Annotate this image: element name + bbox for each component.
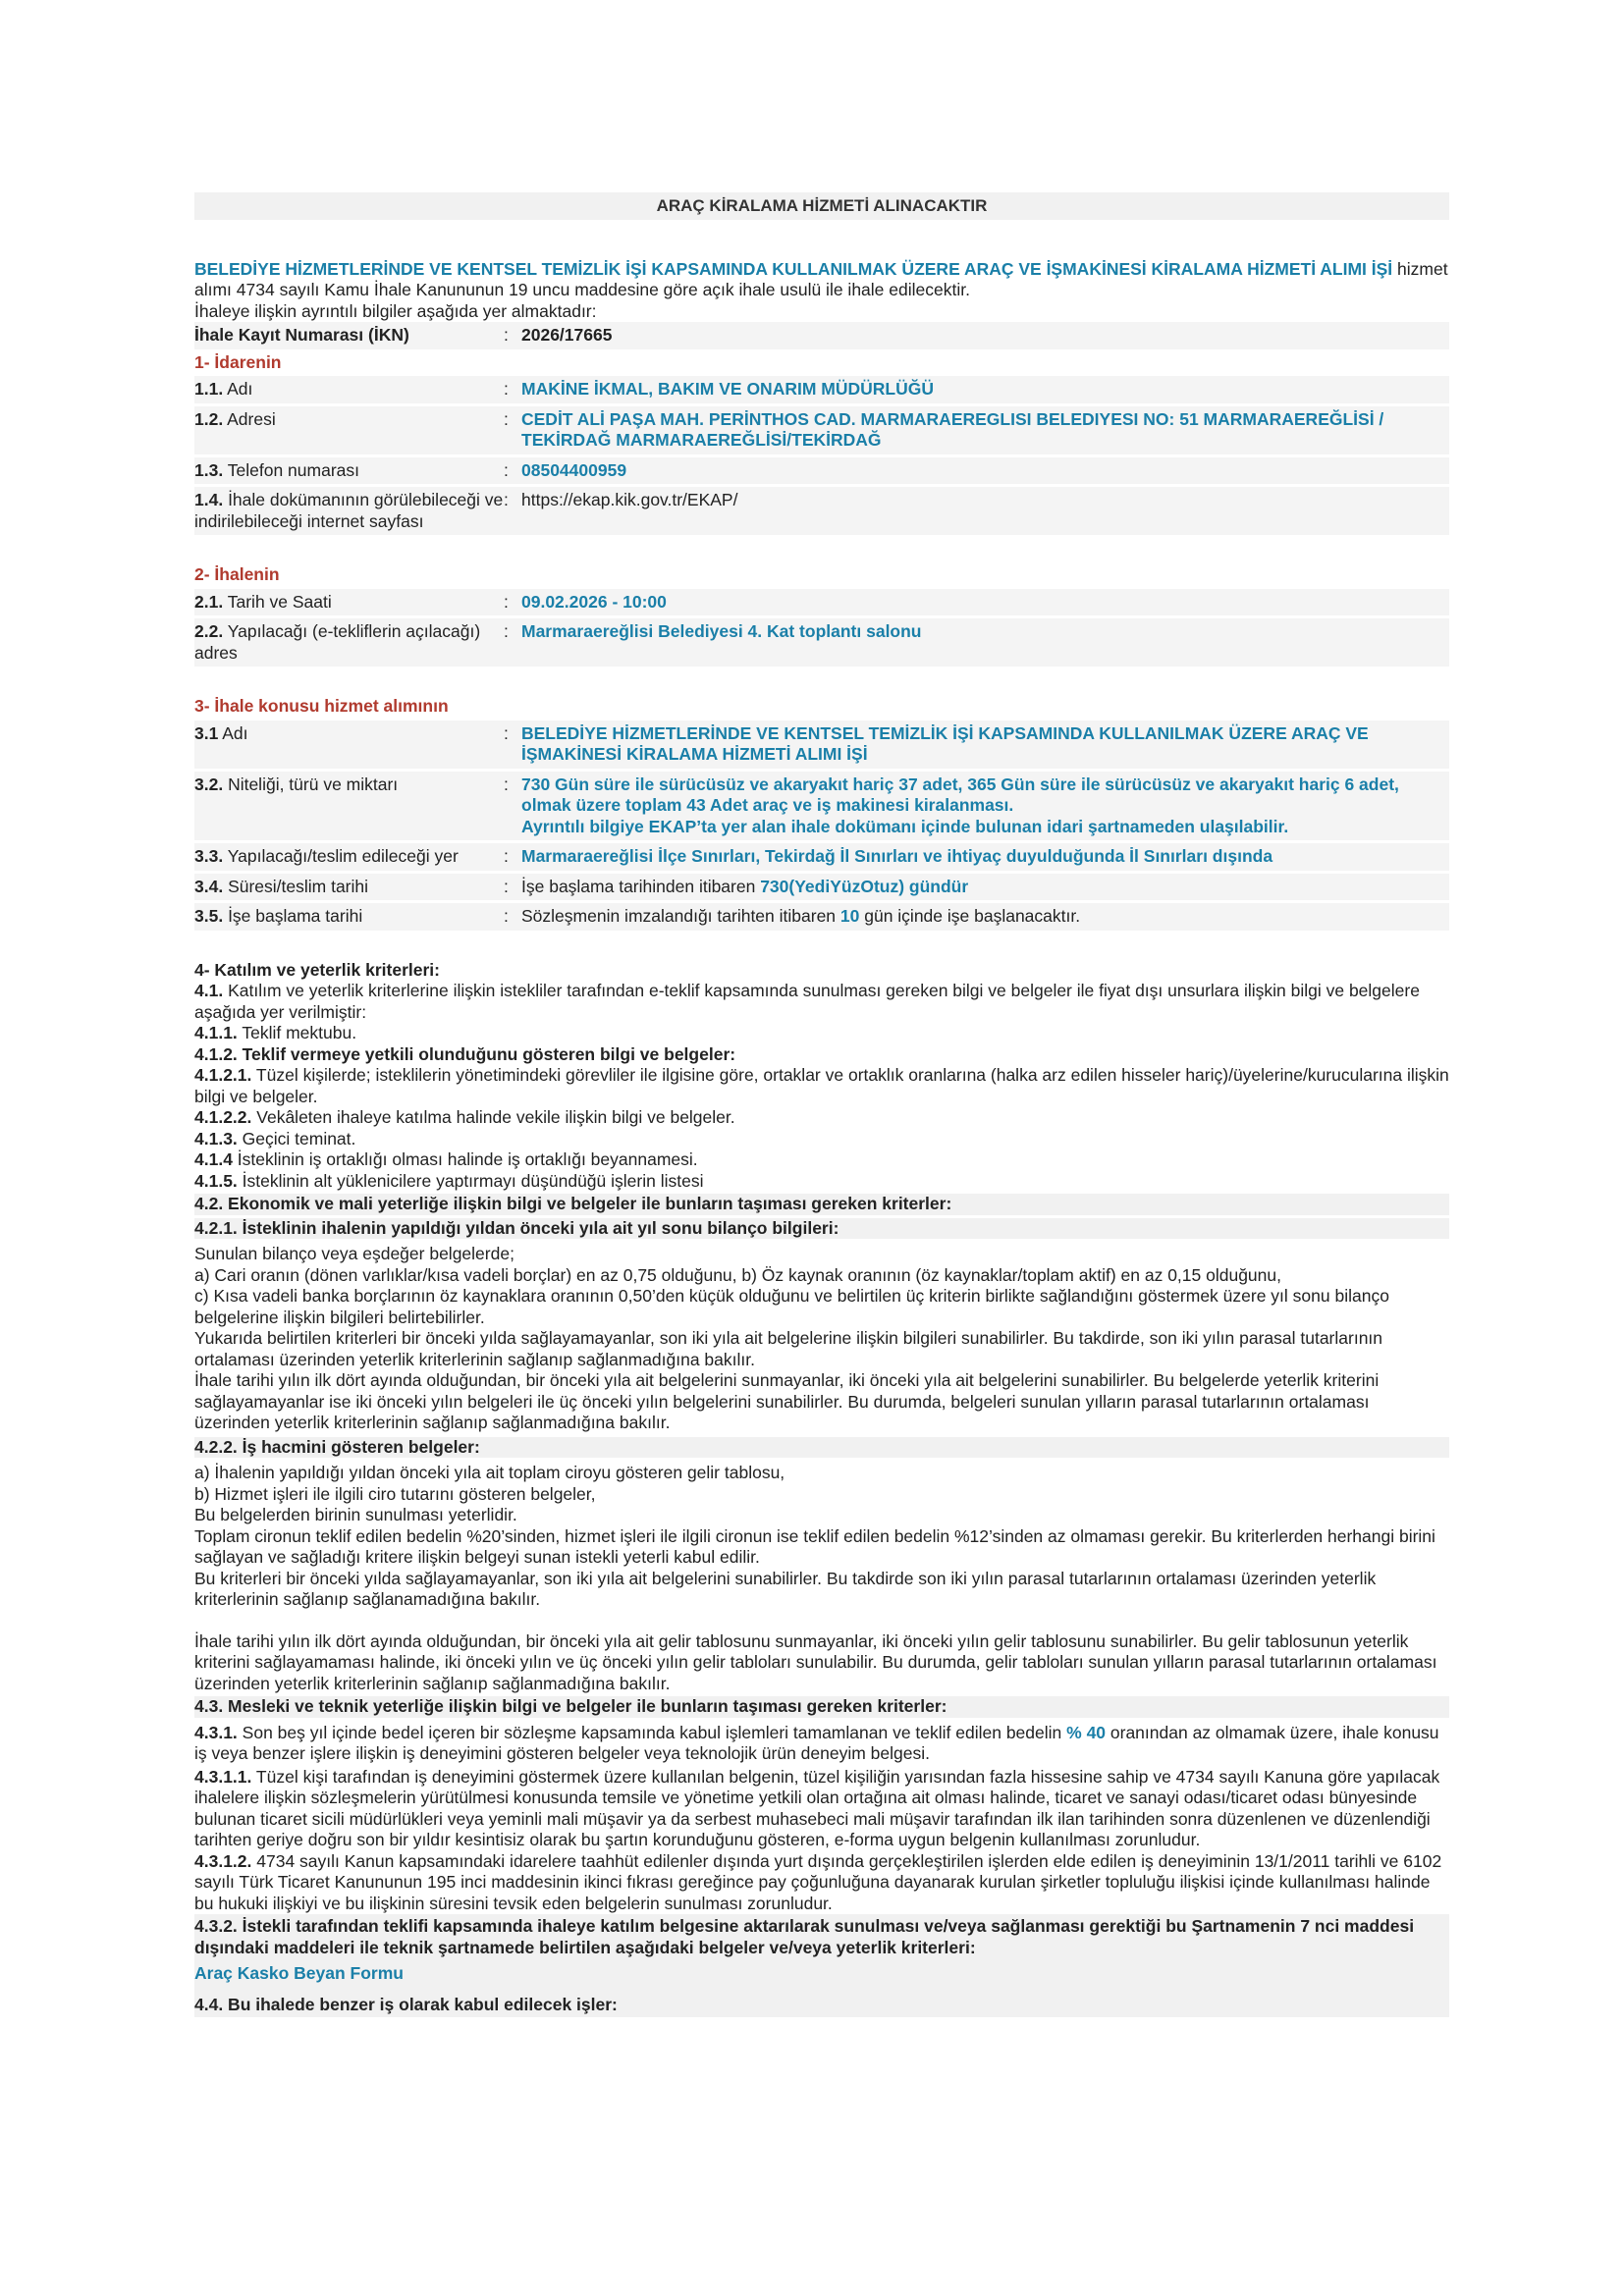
row-num: 1.3.	[194, 459, 224, 480]
ihale-address: Marmaraereğlisi Belediyesi 4. Kat toplantı salonu	[521, 621, 922, 641]
colon: :	[504, 722, 509, 743]
row-label: Süresi/teslim tarihi	[223, 876, 369, 896]
text: Tüzel kişilerde; isteklilerin yönetimindeki görevliler ile ilgisine göre, ortaklar ve ortaklık oranlarına (halka arz edilen hisseler hariç)/üyelerine/kurucularına ilişkin bilgi ve belgeler.	[194, 1065, 1449, 1106]
start-days: 10	[839, 906, 860, 926]
duration-value: 730(YediYüzOtuz) gündür	[760, 876, 969, 896]
row-num: 3.1	[194, 722, 219, 743]
row-3-4	[194, 874, 1449, 901]
num: 4.1.1.	[194, 1023, 238, 1042]
service-quantity	[521, 774, 1449, 838]
text: İsteklinin iş ortaklığı olması halinde iş ortaklığı beyannamesi.	[232, 1149, 698, 1169]
p-4-2-2-b: b) Hizmet işleri ile ilgili ciro tutarını gösteren belgeler,	[194, 1483, 596, 1504]
row-label: İşe başlama tarihi	[223, 906, 363, 926]
colon: :	[504, 591, 509, 612]
row-label: Adı	[218, 722, 248, 743]
row-label: Yapılacağı/teslim edileceği yer	[223, 846, 459, 866]
row-1-1	[194, 376, 1449, 403]
p-4-1-4	[194, 1149, 1449, 1171]
colon: :	[504, 490, 509, 509]
p-4-3-2-block	[194, 1914, 1449, 1993]
p-4-1	[194, 981, 1449, 1023]
row-num: 1.4.	[194, 490, 224, 509]
start-date	[521, 906, 1449, 928]
p-4-3-1	[194, 1723, 1449, 1765]
p-4-1-1	[194, 1023, 1449, 1044]
colon: :	[504, 408, 509, 429]
colon: :	[504, 846, 509, 866]
row-1-4	[194, 487, 1449, 535]
p-4-2-2-a: a) İhalenin yapıldığı yıldan önceki yıla ait toplam ciroyu gösteren gelir tablosu,	[194, 1463, 785, 1482]
row-num: 1.1.	[194, 379, 224, 399]
num: 4.1.3.	[194, 1128, 238, 1148]
text: Geçici teminat.	[237, 1128, 356, 1148]
intro-text-2: İhaleye ilişkin ayrıntılı bilgiler aşağıda yer almaktadır:	[194, 300, 597, 321]
text: Son beş yıl içinde bedel içeren bir sözleşme kapsamında kabul işlemleri tamamlanan ve teklif edilen bedelin	[237, 1722, 1067, 1742]
row-3-5	[194, 903, 1449, 931]
colon: :	[504, 906, 509, 926]
document-page	[194, 192, 1449, 2017]
section-4-heading: 4- Katılım ve yeterlik kriterleri:	[194, 959, 440, 980]
num: 4.3.1.2.	[194, 1850, 252, 1871]
row-label: Niteliği, türü ve miktarı	[223, 774, 399, 794]
p-4-2-1: 4.2.1. İsteklinin ihalenin yapıldığı yıldan önceki yıla ait yıl sonu bilanço bilgileri:	[194, 1218, 1449, 1240]
p-4-1-2-1	[194, 1065, 1449, 1107]
p-4-2-2-c: Bu belgelerden birinin sunulması yeterlidir.	[194, 1505, 517, 1524]
text: Teklif mektubu.	[237, 1023, 357, 1042]
p-4-3-2: 4.3.2. İstekli tarafından teklifi kapsamında ihaleye katılım belgesine aktarılarak sunulması ve/veya sağlanması gerektiği bu Şartnamenin 7 nci maddesi dışındaki maddeleri ile teknik şartnamede belirtilen aşağıdaki belgeler ve/veya yeterlik kriterleri:	[194, 1916, 1415, 1957]
p-4-2: 4.2. Ekonomik ve mali yeterliğe ilişkin bilgi ve belgeler ile bunların taşıması gereken kriterler:	[194, 1194, 1449, 1215]
section-4	[194, 960, 1449, 2018]
service-location: Marmaraereğlisi İlçe Sınırları, Tekirdağ İl Sınırları ve ihtiyaç duyulduğunda İl Sınırları dışında	[521, 846, 1273, 866]
idare-phone: 08504400959	[521, 459, 627, 480]
num: 4.1.2.2.	[194, 1107, 252, 1127]
row-num: 2.2.	[194, 621, 224, 641]
service-name: BELEDİYE HİZMETLERİNDE VE KENTSEL TEMİZLİK İŞİ KAPSAMINDA KULLANILMAK ÜZERE ARAÇ VE İŞMAKİNESİ KİRALAMA HİZMETİ ALIMI İŞİ	[521, 722, 1369, 764]
colon: :	[504, 774, 509, 794]
duration-prefix: İşe başlama tarihinden itibaren	[521, 876, 761, 896]
row-label: Telefon numarası	[223, 459, 359, 480]
ikn-label: İhale Kayıt Numarası (İKN)	[194, 325, 409, 345]
row-num: 3.3.	[194, 846, 224, 866]
section-1-heading: 1- İdarenin	[194, 351, 282, 372]
service-duration	[521, 877, 1449, 898]
ihale-date: 09.02.2026 - 10:00	[521, 591, 667, 612]
row-1-3	[194, 457, 1449, 485]
row-label: Tarih ve Saati	[223, 591, 332, 612]
row-num: 3.5.	[194, 906, 224, 926]
text: 4734 sayılı Kanun kapsamındaki idarelere taahhüt edilenler dışında yurt dışında gerçekleştirilen işlerden elde edilen iş deneyiminin 13/1/2011 tarihli ve 6102 sayılı Türk Ticaret Kanununun 195 inci maddesinin ikinci fıkrası gereğince pay çoğunluğuna dayanarak kurulan şirketler topluluğu ilişkisi içinde kullanılması halinde bu hukuki ilişkiyi ve bu ilişkinin süresini tevsik eden belgelerin sunulması zorunludur.	[194, 1850, 1442, 1913]
text: Tüzel kişi tarafından iş deneyimini göstermek üzere kullanılan belgenin, tüzel kişiliğin yarısından fazla hissesine sahip ve 4734 sayılı Kanuna göre yapılacak ihalelere ilişkin sözleşmelerin yürütülmesi konusunda temsile ve yönetime yetkili olan ortağına ait olması halinde, ticaret ve sanayi odası/ticaret odası bünyesinde bulunan ticaret sicili müdürlükleri veya yeminli mali müşavir ya da serbest muhasebeci mali müşavir tarafından ilk ilan tarihinden sonra düzenlenen ve düzenlendiği tarihten geriye doğru son bir yıldır kesintisiz olarak bu şartın korunduğunu gösteren, e-forma uygun belgenin kullanılması zorunludur.	[194, 1766, 1440, 1849]
p-4-1-2-2	[194, 1107, 1449, 1129]
p-4-2-1-d: Yukarıda belirtilen kriterleri bir önceki yılda sağlayamayanlar, son iki yıla ait belgelerine ilişkin bilgileri sunabilirler. Bu takdirde, son iki yılın parasal tutarlarının ortalaması üzerinden yeterlik kriterlerinin sağlanıp sağlanmadığına bakılır.	[194, 1328, 1383, 1369]
num: 4.1.	[194, 981, 224, 1000]
ikn-row	[194, 322, 1449, 349]
row-num: 3.2.	[194, 774, 224, 794]
section-3-heading: 3- İhale konusu hizmet alımının	[194, 696, 449, 716]
row-num: 1.2.	[194, 408, 224, 429]
row-num: 3.4.	[194, 876, 224, 896]
p-4-1-5	[194, 1171, 1449, 1193]
p-4-1-3	[194, 1129, 1449, 1150]
row-3-1	[194, 721, 1449, 769]
ikn-value: 2026/17665	[521, 325, 613, 345]
row-3-2	[194, 772, 1449, 841]
p-4-2-1-c: c) Kısa vadeli banka borçlarının öz kaynaklara oranının 0,50’den küçük olduğunu ve belirtilen üç kriterin birlikte sağlandığını göstermek üzere yıl sonu bilanço belgelerine ilişkin bilgileri belirtebilirler.	[194, 1286, 1389, 1327]
page-title: ARAÇ KİRALAMA HİZMETİ ALINACAKTIR	[194, 192, 1449, 220]
intro-block	[194, 259, 1449, 323]
idare-address: CEDİT ALİ PAŞA MAH. PERİNTHOS CAD. MARMARAEREGLISI BELEDIYESI NO: 51 MARMARAEREĞLİSİ / TEKİRDAĞ MARMARAEREĞLİSİ/TEKİRDAĞ	[521, 408, 1384, 450]
num: 4.1.4	[194, 1149, 233, 1169]
p-4-2-1-a: Sunulan bilanço veya eşdeğer belgelerde;	[194, 1244, 514, 1263]
kasko-form-link[interactable]: Araç Kasko Beyan Formu	[194, 1963, 404, 1983]
start-suffix: gün içinde işe başlanacaktır.	[859, 906, 1081, 926]
text: oranından az olmamak üzere, ihale konusu iş veya benzer işlere ilişkin iş deneyimini gösteren belgeler veya teknolojik ürün deneyim belgesi.	[194, 1722, 1439, 1763]
quantity-note: Ayrıntılı bilgiye EKAP’ta yer alan ihale dokümanı içinde bulunan idari şartnameden ulaşılabilir.	[521, 816, 1289, 836]
p-4-2-2-f: İhale tarihi yılın ilk dört ayında olduğundan, bir önceki yıla ait gelir tablosunu sunmayanlar, iki önceki yılın gelir tablosunu sunabilirler. Bu gelir tablosunun yeterlik kriterini sağlayamaması halinde, iki önceki yılın ve üç önceki yılın gelir tabloları sunulabilir. Bu durumda, gelir tabloları sunulan yılların parasal tutarlarının ortalaması üzerinden yeterlik kriterlerinin sağlanıp sağlanmadığına bakılır.	[194, 1630, 1437, 1693]
row-label: İhale dokümanının görülebileceği ve indirilebileceği internet sayfası	[194, 490, 504, 531]
ekap-link[interactable]: https://ekap.kik.gov.tr/EKAP/	[521, 490, 738, 509]
row-3-3	[194, 843, 1449, 871]
idare-name: MAKİNE İKMAL, BAKIM VE ONARIM MÜDÜRLÜĞÜ	[521, 379, 934, 399]
intro-text: hizmet alımı 4734 sayılı Kamu İhale Kanununun 19 uncu maddesine göre açık ihale usulü ile ihale edilecektir.	[194, 258, 1448, 299]
p-4-2-2: 4.2.2. İş hacmini gösteren belgeler:	[194, 1437, 1449, 1459]
text: Katılım ve yeterlik kriterlerine ilişkin istekliler tarafından e-teklif kapsamında sunulması gereken bilgi ve belgeler ile fiyat dışı unsurlara ilişkin bilgi ve belgelere aşağıda yer verilmiştir:	[194, 981, 1420, 1022]
colon: :	[504, 459, 509, 480]
row-2-2	[194, 618, 1449, 667]
row-label: Adresi	[223, 408, 276, 429]
percent-value: % 40	[1066, 1722, 1107, 1742]
row-1-2	[194, 406, 1449, 454]
row-2-1	[194, 589, 1449, 616]
p-4-3: 4.3. Mesleki ve teknik yeterliğe ilişkin bilgi ve belgeler ile bunların taşıması gereken kriterler:	[194, 1696, 1449, 1718]
colon: :	[504, 621, 509, 641]
num: 4.1.5.	[194, 1170, 238, 1191]
p-4-2-1-b: a) Cari oranın (dönen varlıklar/kısa vadeli borçlar) en az 0,75 olduğunu, b) Öz kaynak oranının (öz kaynaklar/toplam aktif) en az 0,15 olduğunu,	[194, 1264, 1281, 1285]
quantity-text: 730 Gün süre ile sürücüsüz ve akaryakıt hariç 37 adet, 365 Gün süre ile sürücüsüz ve akaryakıt hariç 6 adet, olmak üzere toplam 43 Adet araç ve iş makinesi kiralanması.	[521, 774, 1399, 815]
p-4-2-1-e: İhale tarihi yılın ilk dört ayında olduğundan, bir önceki yıla ait belgelerini sunmayanlar, iki önceki yıla ait belgelerini sunabilirler. Bu belgelerde yeterlik kriterini sağlayamayanlar ise iki önceki yılın belgeleri ile üç önceki yılın belgelerini sunabilirler. Bu durumda, belgeleri sunulan yılların parasal tutarlarının ortalaması üzerinden yeterlik kriterlerinin sağlanıp sağlanmadığına bakılır.	[194, 1370, 1380, 1432]
colon: :	[504, 325, 509, 345]
p-4-2-2-e: Bu kriterleri bir önceki yılda sağlayamayanlar, son iki yıla ait belgelerini sunabilirler. Bu takdirde son iki yılın parasal tutarlarının ortalaması üzerinden yeterlik kriterlerinin sağlanıp sağlanamadığına bakılır.	[194, 1568, 1377, 1609]
colon: :	[504, 379, 509, 399]
row-num: 2.1.	[194, 591, 224, 612]
num: 4.3.1.1.	[194, 1766, 252, 1787]
text: Vekâleten ihaleye katılma halinde vekile ilişkin bilgi ve belgeler.	[251, 1107, 735, 1127]
text: İsteklinin alt yüklenicilere yaptırmayı düşündüğü işlerin listesi	[237, 1170, 704, 1191]
p-4-1-2: 4.1.2. Teklif vermeye yetkili olunduğunu gösteren bilgi ve belgeler:	[194, 1043, 736, 1064]
p-4-4: 4.4. Bu ihalede benzer iş olarak kabul edilecek işler:	[194, 1993, 1449, 2018]
p-4-3-1-2	[194, 1851, 1449, 1915]
section-2-heading: 2- İhalenin	[194, 564, 280, 584]
p-4-3-1-1	[194, 1767, 1449, 1851]
colon: :	[504, 876, 509, 896]
row-label: Yapılacağı (e-tekliflerin açılacağı) adres	[194, 621, 481, 663]
num: 4.3.1.	[194, 1722, 238, 1742]
intro-heading: BELEDİYE HİZMETLERİNDE VE KENTSEL TEMİZLİK İŞİ KAPSAMINDA KULLANILMAK ÜZERE ARAÇ VE İŞMAKİNESİ KİRALAMA HİZMETİ ALIMI İŞİ	[194, 258, 1393, 279]
num: 4.1.2.1.	[194, 1065, 252, 1085]
p-4-2-2-d: Toplam cironun teklif edilen bedelin %20’sinden, hizmet işleri ile ilgili cironun ise teklif edilen bedelin %12’sinden az olmaması gerekir. Bu kriterlerden herhangi birini sağlayan ve sağladığı kritere ilişkin belgeyi sunan istekli yeterli kabul edilir.	[194, 1525, 1435, 1567]
row-label: Adı	[223, 379, 253, 399]
start-prefix: Sözleşmenin imzalandığı tarihten itibaren	[521, 906, 840, 926]
